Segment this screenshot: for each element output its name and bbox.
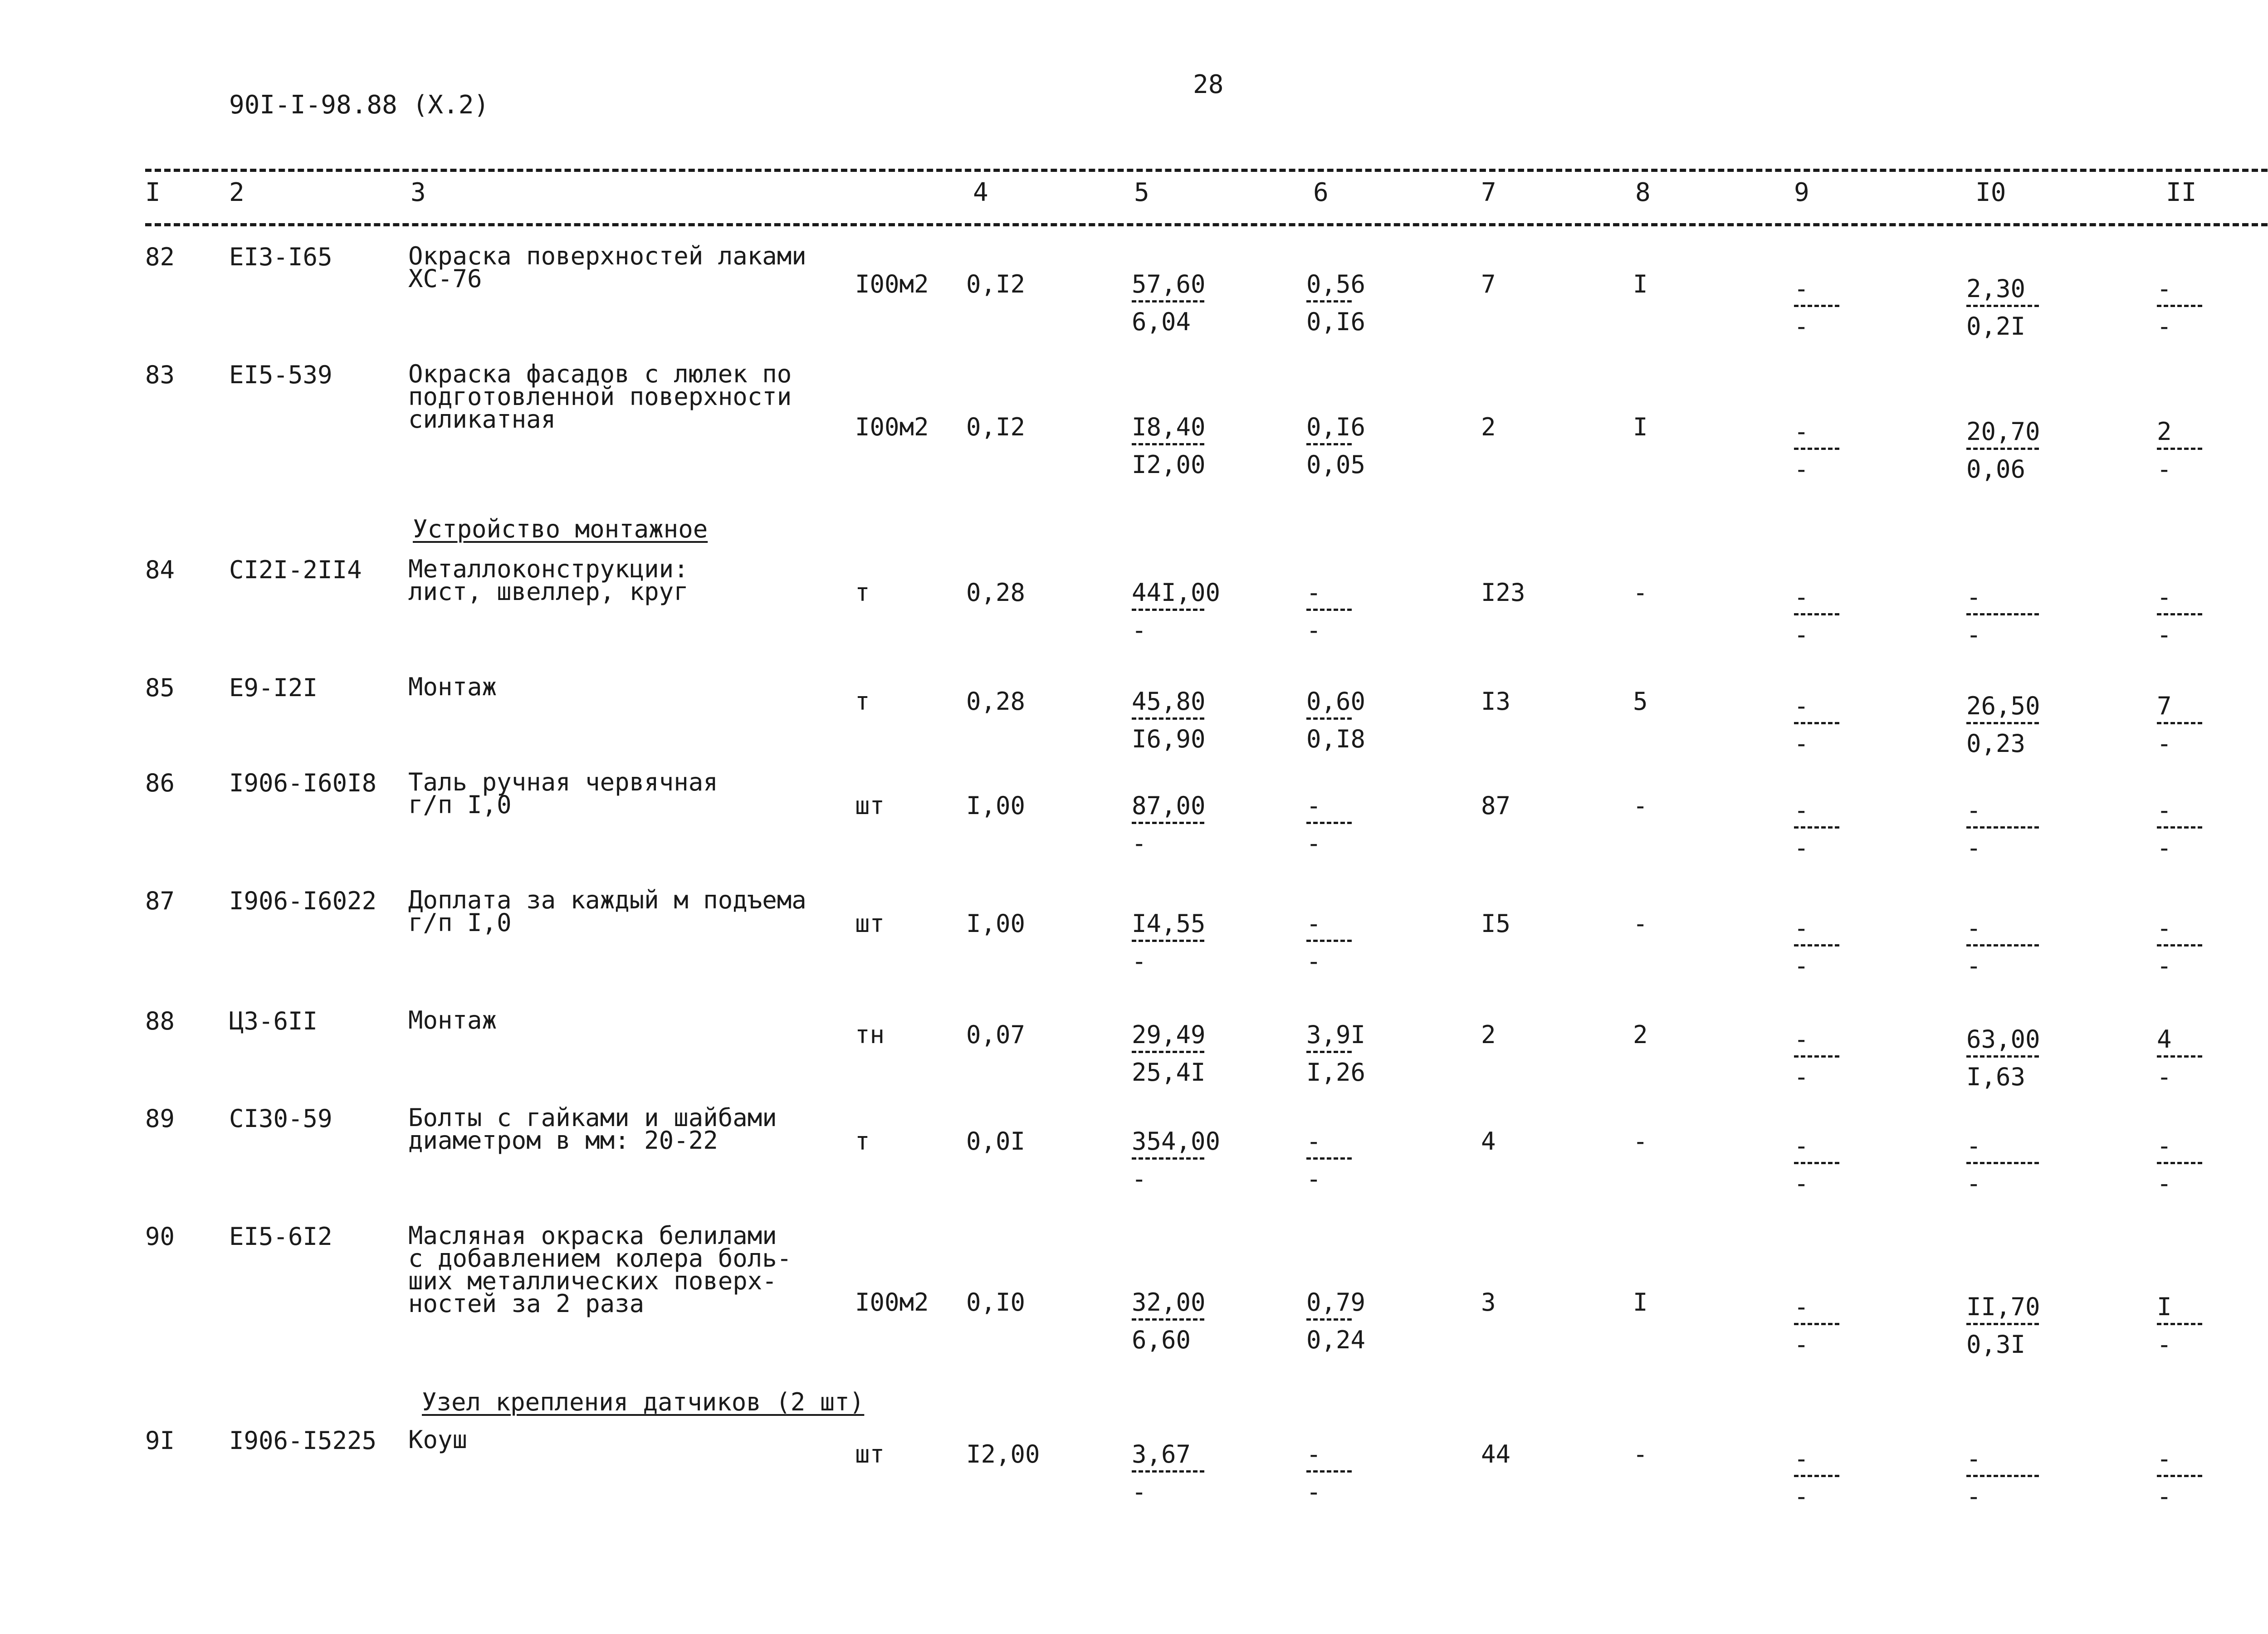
document-code: 90I-I-98.88 (X.2) [229,90,489,120]
work-description: Масляная окраска белилами [408,1221,777,1250]
col8-value: 5 [1633,687,1648,716]
col7-value: 2 [1481,1020,1496,1049]
col5-value-denominator: - [1132,1165,1147,1193]
col6-value-denominator: 0,I8 [1306,725,1366,753]
work-description: Монтаж [408,673,497,701]
quantity: I,00 [966,909,1026,938]
col10-value-numerator: - [1966,583,1981,611]
col9-value-numerator: - [1794,796,1809,824]
work-description: Болты с гайками и шайбами [408,1103,777,1132]
col6-value-denominator: 0,I6 [1306,307,1366,336]
quantity: 0,I2 [966,413,1026,441]
row-number: 87 [145,887,175,915]
col9-value-numerator: - [1794,274,1809,303]
col11-value-denominator: - [2157,312,2172,341]
col11-value [2157,1444,2202,1511]
resource-code: EI5-539 [229,361,332,389]
col9-value-denominator: - [1794,1063,1809,1091]
col-header-11: II [2166,178,2197,207]
col11-value-denominator: - [2157,620,2172,649]
header-bottom-rule [145,223,2268,226]
col9-value-numerator: - [1794,692,1809,720]
work-description: Окраска поверхностей лаками [408,242,807,270]
col8-value: - [1633,1127,1648,1156]
work-description: Доплата за каждый м подъема [408,886,807,914]
col10-value-denominator: 0,2I [1966,312,2026,341]
col11-value-numerator: - [2157,274,2172,303]
col9-value-denominator: - [1794,1330,1809,1359]
quantity: 0,I2 [966,270,1026,298]
col11-value-numerator: 7 [2157,692,2172,720]
col5-value-denominator: - [1132,947,1147,976]
col10-value-denominator: I,63 [1966,1063,2026,1091]
resource-code: I906-I60I8 [229,769,377,797]
col11-value-numerator: I [2157,1293,2172,1321]
col7-value: I23 [1481,578,1525,607]
col8-value: 2 [1633,1020,1648,1049]
col11-value-denominator: - [2157,1482,2172,1511]
col-header-2: 2 [229,178,244,207]
work-description: диаметром в мм: 20-22 [408,1126,718,1155]
resource-code: EI5-6I2 [229,1222,332,1251]
col6-value-denominator: 0,05 [1306,450,1366,479]
col6-value-numerator: - [1306,1440,1321,1468]
col10-value-numerator: - [1966,1132,1981,1160]
col11-value [2157,1134,2202,1196]
col7-value: I5 [1481,909,1511,938]
col10-value [1966,585,2039,647]
col7-value: 2 [1481,413,1496,441]
col10-value-numerator: - [1966,1444,1981,1473]
col6-value-numerator: - [1306,578,1321,607]
col10-value [1966,694,2040,756]
col8-value: - [1633,578,1648,607]
work-description: Монтаж [408,1006,497,1034]
col9-value [1794,916,1839,978]
col5-value [1132,1129,1220,1191]
col5-value [1132,1290,1206,1352]
col8-value: I [1633,270,1648,298]
col5-value [1132,689,1206,751]
col7-value: 87 [1481,791,1511,820]
col6-value-denominator: - [1306,1165,1321,1193]
resource-code: CI30-59 [229,1104,332,1133]
col5-value [1132,791,1206,858]
col11-value-denominator: - [2157,951,2172,980]
col9-value-numerator: - [1794,914,1809,942]
col9-value-numerator: - [1794,583,1809,611]
col5-value-numerator: 44I,00 [1132,578,1221,607]
col9-value-denominator: - [1794,951,1809,980]
col6-value [1306,1020,1366,1087]
col5-value-numerator: 354,00 [1132,1127,1221,1156]
col6-value-numerator: - [1306,791,1321,820]
unit-of-measure: т [855,687,870,716]
col5-value-denominator: I6,90 [1132,725,1206,753]
col6-value [1306,1290,1365,1352]
work-description: ших металлических поверх- [408,1267,777,1295]
col6-value [1306,791,1352,858]
col10-value-numerator: 26,50 [1966,692,2040,720]
col9-value [1794,798,1839,860]
col5-value-denominator: 6,04 [1132,307,1191,336]
col10-value-denominator: - [1966,834,1981,862]
col5-value [1132,909,1206,976]
col6-value [1306,909,1352,976]
col8-value: I [1633,413,1648,441]
col9-value-numerator: - [1794,417,1809,446]
col8-value: - [1633,791,1648,820]
resource-code: CI2I-2II4 [229,556,362,584]
work-description: г/п I,0 [408,790,512,819]
col5-value [1132,580,1220,643]
col9-value [1794,1027,1839,1089]
work-description: Таль ручная червячная [408,768,718,796]
row-number: 84 [145,556,175,584]
col10-value-denominator: 0,23 [1966,729,2026,758]
col10-value-numerator: 20,70 [1966,417,2040,446]
col5-value [1132,272,1206,334]
col5-value-denominator: - [1132,616,1147,644]
work-description: Металлоконструкции: [408,555,689,583]
page-number: 28 [1193,70,1224,99]
quantity: 0,07 [966,1020,1026,1049]
col11-value [2157,1027,2202,1089]
col11-value-denominator: - [2157,1330,2172,1359]
col10-value-denominator: 0,3I [1966,1330,2026,1359]
col11-value-denominator: - [2157,834,2172,862]
col11-value-numerator: - [2157,1444,2172,1473]
resource-code: E9-I2I [229,673,318,702]
col-header-8: 8 [1635,178,1651,207]
col-header-1: I [145,178,161,207]
col9-value-numerator: - [1794,1444,1809,1473]
col-header-6: 6 [1313,178,1329,207]
work-description: подготовленной поверхности [408,382,792,411]
unit-of-measure: шт [855,791,885,820]
resource-code: I906-I5225 [229,1426,377,1455]
col5-value-denominator: - [1132,1478,1147,1506]
col11-value-numerator: 2 [2157,417,2172,446]
col10-value-denominator: - [1966,951,1981,980]
unit-of-measure: шт [855,909,885,938]
col5-value-denominator: 25,4I [1132,1058,1206,1087]
col9-value-denominator: - [1794,1482,1809,1511]
col9-value-denominator: - [1794,620,1809,649]
col10-value-numerator: - [1966,914,1981,942]
col9-value-denominator: - [1794,1169,1809,1198]
col9-value-numerator: - [1794,1293,1809,1321]
row-number: 90 [145,1222,175,1251]
col11-value [2157,274,2202,341]
col6-value [1306,580,1352,643]
col5-value-denominator: 6,60 [1132,1326,1191,1354]
col-header-4: 4 [973,178,988,207]
col9-value [1794,274,1839,341]
col8-value: I [1633,1288,1648,1317]
header-top-rule [145,169,2268,172]
unit-of-measure: тн [855,1020,885,1049]
row-number: 83 [145,361,175,389]
col6-value-denominator: I,26 [1306,1058,1366,1087]
unit-of-measure: т [855,1127,870,1156]
col11-value-numerator: - [2157,796,2172,824]
section-heading: Устройство монтажное [413,515,708,543]
col11-value-denominator: - [2157,1169,2172,1198]
unit-of-measure: т [855,578,870,607]
unit-of-measure: шт [855,1440,885,1468]
col11-value-denominator: - [2157,1063,2172,1091]
section-heading: Узел крепления датчиков (2 шт) [422,1388,865,1416]
col10-value [1966,1295,2040,1357]
col11-value-denominator: - [2157,729,2172,758]
col7-value: 3 [1481,1288,1496,1317]
col11-value-numerator: - [2157,914,2172,942]
col9-value-numerator: - [1794,1132,1809,1160]
col8-value: - [1633,909,1648,938]
work-description: XC-76 [408,264,482,293]
work-description: лист, швеллер, круг [408,577,689,606]
col11-value [2157,798,2202,860]
col6-value-numerator: 0,I6 [1306,413,1366,441]
col10-value-numerator: 2,30 [1966,274,2026,303]
col11-value [2157,1295,2202,1357]
col6-value [1306,1129,1352,1191]
col-header-5: 5 [1134,178,1149,207]
col9-value [1794,1444,1839,1511]
work-description: с добавлением колера боль- [408,1244,792,1273]
col7-value: 44 [1481,1440,1511,1468]
col11-value-denominator: - [2157,455,2172,483]
col10-value-denominator: - [1966,1169,1981,1198]
col7-value: 7 [1481,270,1496,298]
col-header-3: 3 [411,178,426,207]
col10-value [1966,1444,2039,1511]
col5-value-denominator: - [1132,829,1147,858]
col6-value-numerator: - [1306,909,1321,938]
col6-value-denominator: - [1306,947,1321,976]
col5-value-numerator: 3,67 [1132,1440,1191,1468]
col5-value-numerator: 87,00 [1132,791,1206,820]
work-description: Окраска фасадов с люлек по [408,360,792,388]
col9-value [1794,1134,1839,1196]
quantity: I2,00 [966,1440,1040,1468]
col6-value [1306,689,1365,751]
row-number: 9I [145,1426,175,1455]
col10-value-numerator: II,70 [1966,1293,2040,1321]
col6-value-numerator: 0,79 [1306,1288,1366,1317]
row-number: 88 [145,1007,175,1035]
quantity: 0,28 [966,578,1026,607]
col9-value-denominator: - [1794,834,1809,862]
col7-value: 4 [1481,1127,1496,1156]
unit-of-measure: I00м2 [855,270,929,298]
col10-value [1966,274,2039,341]
col7-value: I3 [1481,687,1511,716]
col11-value-numerator: - [2157,1132,2172,1160]
col8-value: - [1633,1440,1648,1468]
col5-value-numerator: 45,80 [1132,687,1206,716]
col6-value-numerator: 0,56 [1306,270,1366,298]
col11-value-numerator: 4 [2157,1025,2172,1054]
unit-of-measure: I00м2 [855,413,929,441]
col-header-10: I0 [1975,178,2006,207]
col5-value-denominator: I2,00 [1132,450,1206,479]
col6-value [1306,1442,1352,1504]
row-number: 86 [145,769,175,797]
col5-value-numerator: I8,40 [1132,413,1206,441]
col5-value [1132,1442,1204,1504]
col10-value-numerator: 63,00 [1966,1025,2040,1054]
col6-value-denominator: 0,24 [1306,1326,1366,1354]
col6-value-numerator: - [1306,1127,1321,1156]
col6-value-denominator: - [1306,829,1321,858]
col10-value [1966,419,2040,482]
col10-value-numerator: - [1966,796,1981,824]
col10-value [1966,798,2039,860]
col11-value [2157,585,2202,647]
col10-value-denominator: - [1966,1482,1981,1511]
work-description: ностей за 2 раза [408,1289,645,1318]
resource-code: EI3-I65 [229,243,332,271]
col9-value [1794,694,1839,756]
col9-value [1794,419,1839,482]
work-description: силикатная [408,405,556,434]
col6-value-numerator: 0,60 [1306,687,1366,716]
col11-value [2157,419,2202,482]
col11-value-numerator: - [2157,583,2172,611]
col-header-9: 9 [1794,178,1809,207]
quantity: 0,I0 [966,1288,1026,1317]
col9-value-denominator: - [1794,455,1809,483]
resource-code: Ц3-6II [229,1007,318,1035]
col5-value-numerator: 29,49 [1132,1020,1206,1049]
row-number: 85 [145,673,175,702]
work-description: Коуш [408,1425,468,1454]
col5-value-numerator: 32,00 [1132,1288,1206,1317]
quantity: 0,28 [966,687,1026,716]
col9-value-denominator: - [1794,729,1809,758]
quantity: 0,0I [966,1127,1026,1156]
col9-value [1794,1295,1839,1357]
col9-value-numerator: - [1794,1025,1809,1054]
col10-value [1966,1027,2040,1089]
col10-value [1966,1134,2039,1196]
col5-value [1132,1020,1206,1087]
resource-code: I906-I6022 [229,887,377,915]
col6-value [1306,272,1365,334]
row-number: 89 [145,1104,175,1133]
work-description: г/п I,0 [408,908,512,937]
col6-value-numerator: 3,9I [1306,1020,1366,1049]
col10-value [1966,916,2039,978]
col9-value [1794,585,1839,647]
quantity: I,00 [966,791,1026,820]
col10-value-denominator: - [1966,620,1981,649]
col11-value [2157,694,2202,756]
col11-value [2157,916,2202,978]
col5-value-numerator: I4,55 [1132,909,1206,938]
row-number: 82 [145,243,175,271]
col6-value-denominator: - [1306,616,1321,644]
col5-value [1132,415,1206,477]
col6-value-denominator: - [1306,1478,1321,1506]
col-header-7: 7 [1481,178,1496,207]
col6-value [1306,415,1365,477]
col9-value-denominator: - [1794,312,1809,341]
col10-value-denominator: 0,06 [1966,455,2026,483]
unit-of-measure: I00м2 [855,1288,929,1317]
col5-value-numerator: 57,60 [1132,270,1206,298]
